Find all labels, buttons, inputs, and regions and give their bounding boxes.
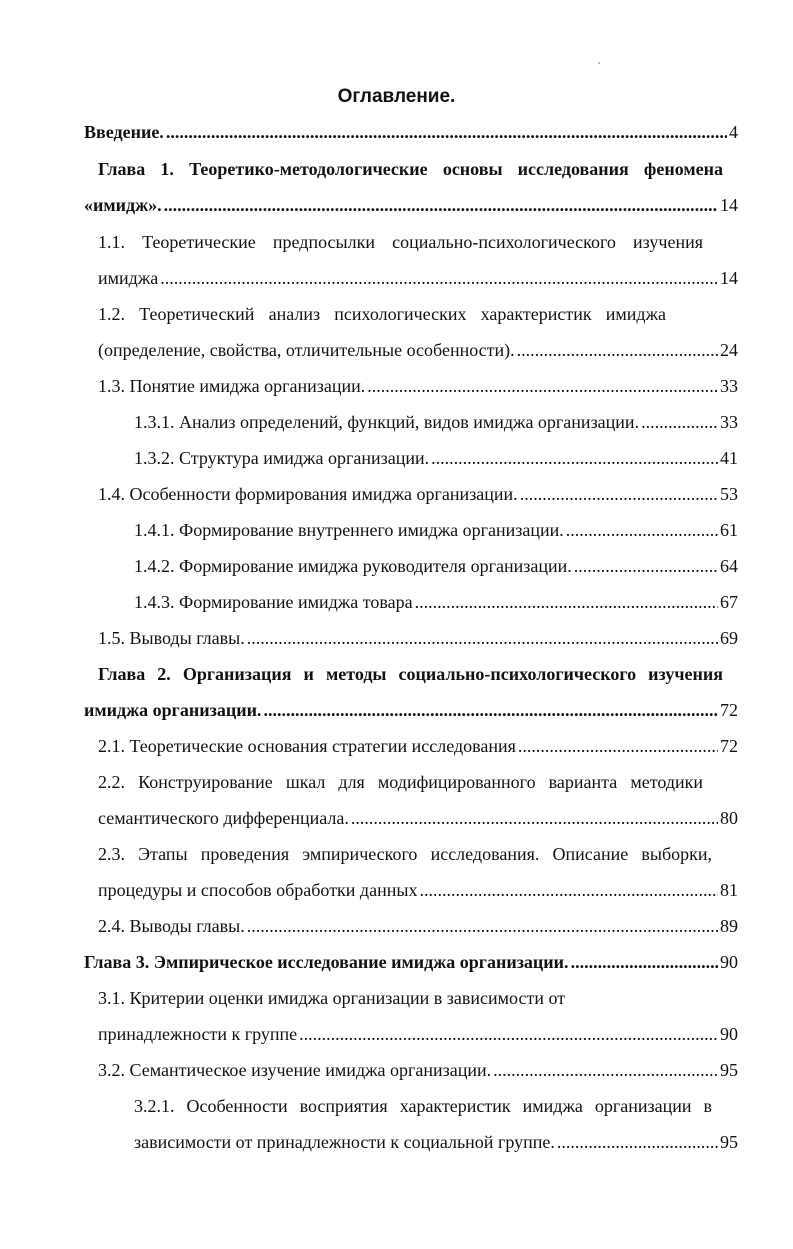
toc-entry-page: 81: [720, 880, 738, 900]
toc-leader-dots: [263, 697, 718, 723]
toc-entry-chapter-2[interactable]: [98, 661, 723, 687]
toc-entry-1-4-1[interactable]: [134, 517, 738, 543]
toc-entry-page: 4: [729, 122, 738, 142]
toc-entry-chapter-1[interactable]: [98, 156, 723, 182]
toc-entry-page: 95: [720, 1132, 738, 1152]
toc-entry-text: зависимости от принадлежности к социальной группе.: [134, 1132, 555, 1152]
toc-entry-1-3-2[interactable]: [134, 445, 738, 471]
toc-entry-text: 1.4.2. Формирование имиджа руководителя организации.: [134, 556, 572, 576]
toc-entry-text: 1.4.1. Формирование внутреннего имиджа организации.: [134, 520, 564, 540]
toc-entry-text: имиджа: [98, 268, 159, 288]
toc-entry-2-2[interactable]: [98, 769, 703, 795]
toc-entry-page: 33: [720, 376, 738, 396]
toc-entry-3-2[interactable]: [98, 1057, 738, 1083]
toc-title: Оглавление.: [337, 86, 456, 107]
toc-entry-page: 24: [720, 340, 738, 360]
toc-entry-intro[interactable]: [84, 119, 738, 145]
toc-entry-3-2-1-cont[interactable]: [134, 1129, 738, 1155]
toc-entry-text: 1.4.3. Формирование имиджа товара: [134, 592, 413, 612]
toc-entry-page: 90: [720, 1024, 738, 1044]
toc-entry-2-1[interactable]: [98, 733, 738, 759]
toc-entry-page: 72: [720, 700, 738, 720]
toc-entry-2-4[interactable]: [98, 913, 738, 939]
toc-entry-chapter-3[interactable]: [84, 949, 738, 975]
toc-entry-1-3-1[interactable]: [134, 409, 738, 435]
toc-leader-dots: [571, 949, 718, 975]
scan-speck: [598, 62, 600, 64]
toc-entry-text: имиджа организации.: [84, 700, 262, 720]
toc-entry-page: 53: [720, 484, 738, 504]
toc-leader-dots: [419, 877, 718, 903]
toc-entry-text: 3.1. Критерии оценки имиджа организации в зависимости от: [98, 988, 566, 1008]
toc-entry-page: 41: [720, 448, 738, 468]
toc-leader-dots: [247, 913, 718, 939]
toc-entry-1-4-2[interactable]: [134, 553, 738, 579]
toc-entry-page: 69: [720, 628, 738, 648]
toc-entry-3-1-cont[interactable]: [98, 1021, 738, 1047]
toc-leader-dots: [164, 192, 718, 218]
toc-entry-1-5[interactable]: [98, 625, 738, 651]
toc-entry-text: семантического дифференциала.: [98, 808, 349, 828]
toc-entry-page: 95: [720, 1060, 738, 1080]
toc-entry-text: 3.2. Семантическое изучение имиджа организации.: [98, 1060, 492, 1080]
toc-entry-page: 72: [720, 736, 738, 756]
toc-leader-dots: [299, 1021, 718, 1047]
toc-entry-text: процедуры и способов обработки данных: [98, 880, 418, 900]
toc-leader-dots: [415, 589, 718, 615]
toc-entry-text: принадлежности к группе: [98, 1024, 298, 1044]
toc-entry-text: Глава 1. Теоретико-методологические основы исследования феномена: [98, 159, 723, 179]
toc-entry-1-2[interactable]: [98, 301, 666, 327]
toc-entry-text: 1.4. Особенности формирования имиджа организации.: [98, 484, 518, 504]
toc-entry-1-4-3[interactable]: [134, 589, 738, 615]
toc-entry-1-4[interactable]: [98, 481, 738, 507]
toc-leader-dots: [517, 337, 718, 363]
toc-entry-2-3-cont[interactable]: [98, 877, 738, 903]
toc-entry-chapter-2-cont[interactable]: [84, 697, 738, 723]
toc-entry-text: 1.3.1. Анализ определений, функций, видов имиджа организации.: [134, 412, 640, 432]
toc-entry-text: Глава 2. Организация и методы социально-психологического изучения: [98, 664, 723, 684]
toc-entry-page: 14: [720, 195, 738, 215]
toc-leader-dots: [351, 805, 718, 831]
toc-entry-2-3[interactable]: [98, 841, 712, 867]
toc-entry-page: 80: [720, 808, 738, 828]
toc-entry-text: 1.1. Теоретические предпосылки социально-психологического изучения: [98, 232, 703, 252]
toc-leader-dots: [160, 265, 718, 291]
toc-leader-dots: [520, 481, 718, 507]
toc-entry-page: 61: [720, 520, 738, 540]
toc-entry-text: «имидж».: [84, 195, 162, 215]
toc-entry-chapter-1-cont[interactable]: [84, 192, 738, 218]
toc-leader-dots: [641, 409, 718, 435]
toc-entry-page: 64: [720, 556, 738, 576]
toc-entry-text: (определение, свойства, отличительные особенности).: [98, 340, 515, 360]
toc-entry-1-3[interactable]: [98, 373, 738, 399]
toc-leader-dots: [493, 1057, 718, 1083]
toc-entry-1-1[interactable]: [98, 229, 703, 255]
toc-leader-dots: [518, 733, 718, 759]
toc-leader-dots: [431, 445, 718, 471]
toc-entry-text: 1.2. Теоретический анализ психологических характеристик имиджа: [98, 304, 666, 324]
toc-entry-1-1-cont[interactable]: [98, 265, 738, 291]
toc-entry-text: 2.4. Выводы главы.: [98, 916, 245, 936]
toc-entry-text: Глава 3. Эмпирическое исследование имиджа организации.: [84, 952, 569, 972]
toc-entry-text: Введение.: [84, 122, 164, 142]
toc-entry-page: 33: [720, 412, 738, 432]
toc-entry-text: 2.1. Теоретические основания стратегии исследования: [98, 736, 516, 756]
toc-leader-dots: [166, 119, 727, 145]
toc-entry-page: 90: [720, 952, 738, 972]
toc-entry-page: 89: [720, 916, 738, 936]
toc-leader-dots: [566, 517, 718, 543]
toc-entry-1-2-cont[interactable]: [98, 337, 738, 363]
toc-entry-text: 1.5. Выводы главы.: [98, 628, 245, 648]
toc-leader-dots: [247, 625, 718, 651]
toc-entry-3-2-1[interactable]: [134, 1093, 712, 1119]
toc-entry-3-1[interactable]: [98, 985, 708, 1011]
toc-entry-text: 1.3.2. Структура имиджа организации.: [134, 448, 430, 468]
toc-entry-page: 14: [720, 268, 738, 288]
toc-entry-page: 67: [720, 592, 738, 612]
toc-leader-dots: [557, 1129, 718, 1155]
toc-entry-text: 2.2. Конструирование шкал для модифицированного варианта методики: [98, 772, 703, 792]
toc-entry-text: 2.3. Этапы проведения эмпирического исследования. Описание выборки,: [98, 844, 712, 864]
toc-leader-dots: [574, 553, 718, 579]
toc-entry-text: 1.3. Понятие имиджа организации.: [98, 376, 366, 396]
toc-entry-text: 3.2.1. Особенности восприятия характеристик имиджа организации в: [134, 1096, 712, 1116]
toc-leader-dots: [367, 373, 718, 399]
toc-entry-2-2-cont[interactable]: [98, 805, 738, 831]
